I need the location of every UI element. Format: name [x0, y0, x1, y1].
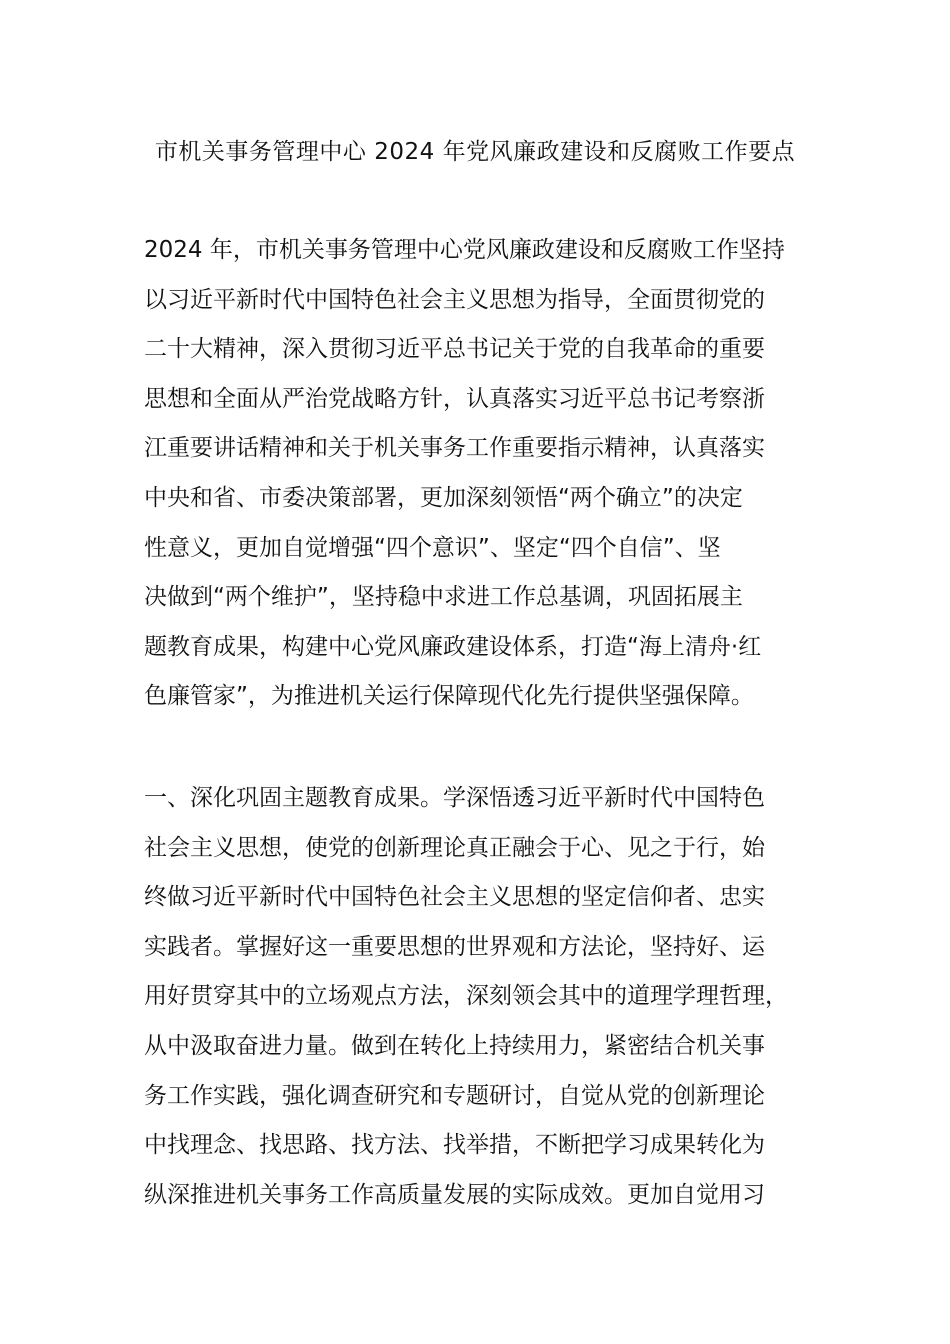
paragraph-line: 以习近平新时代中国特色社会主义思想为指导，全面贯彻党的: [144, 286, 765, 313]
paragraph-line: 社会主义思想，使党的创新理论真正融会于心、见之于行，始: [144, 834, 765, 861]
paragraph-line: 务工作实践，强化调查研究和专题研讨，自觉从党的创新理论: [144, 1082, 765, 1109]
paragraph-line: 2024 年，市机关事务管理中心党风廉政建设和反腐败工作坚持: [144, 237, 785, 263]
section-one-paragraph: [144, 774, 806, 1220]
paragraph-line: 决做到“两个维护”，坚持稳中求进工作总基调，巩固拓展主: [144, 584, 743, 611]
paragraph-line: 用好贯穿其中的立场观点方法，深刻领会其中的道理学理哲理，: [144, 983, 788, 1010]
paragraph-line: 思想和全面从严治党战略方针，认真落实习近平总书记考察浙: [144, 385, 765, 412]
paragraph-line: 中找理念、找思路、找方法、找举措，不断把学习成果转化为: [144, 1132, 765, 1159]
paragraph-line: 性意义，更加自觉增强“四个意识”、坚定“四个自信”、坚: [144, 534, 721, 561]
paragraph-line: 中央和省、市委决策部署，更加深刻领悟“两个确立”的决定: [144, 484, 743, 511]
paragraph-line: 二十大精神，深入贯彻习近平总书记关于党的自我革命的重要: [144, 336, 765, 363]
paragraph-line: 题教育成果，构建中心党风廉政建设体系，打造“海上清舟·红: [144, 633, 762, 660]
paragraph-line: 一、深化巩固主题教育成果。学深悟透习近平新时代中国特色: [144, 785, 765, 811]
paragraph-line: 江重要讲话精神和关于机关事务工作重要指示精神，认真落实: [144, 435, 765, 462]
paragraph-line: 色廉管家”，为推进机关运行保障现代化先行提供坚强保障。: [144, 683, 754, 710]
intro-paragraph: [144, 226, 806, 722]
paragraph-line: 终做习近平新时代中国特色社会主义思想的坚定信仰者、忠实: [144, 884, 765, 911]
paragraph-line: 纵深推进机关事务工作高质量发展的实际成效。更加自觉用习: [144, 1181, 765, 1208]
paragraph-line: 从中汲取奋进力量。做到在转化上持续用力，紧密结合机关事: [144, 1032, 765, 1059]
document-title: 市机关事务管理中心 2024 年党风廉政建设和反腐败工作要点: [154, 139, 796, 165]
paragraph-line: 实践者。掌握好这一重要思想的世界观和方法论，坚持好、运: [144, 933, 765, 960]
